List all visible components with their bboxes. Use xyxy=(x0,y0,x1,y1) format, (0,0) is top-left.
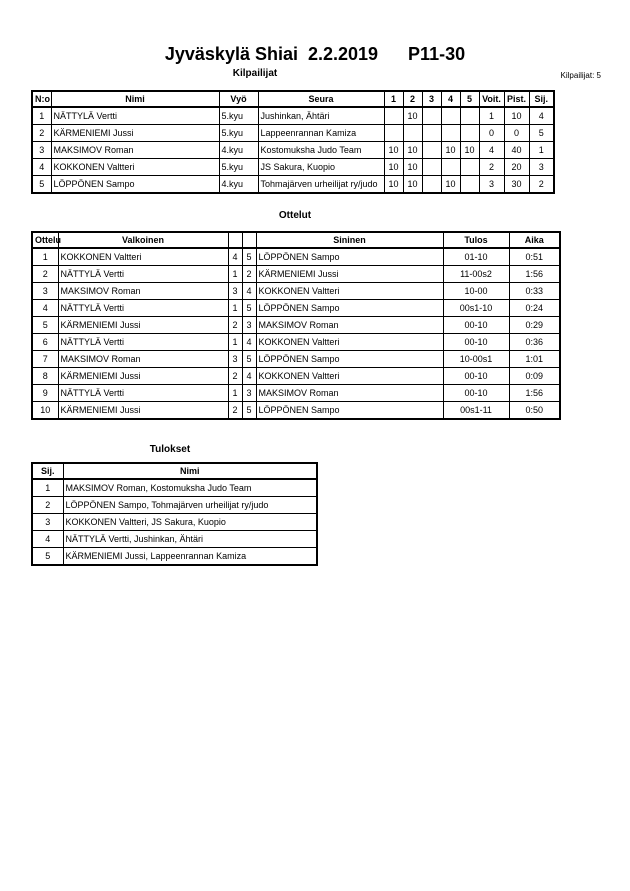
competitors-cell xyxy=(422,176,441,194)
matches-cell: 1:56 xyxy=(509,266,560,283)
competitors-cell: 10 xyxy=(384,142,403,159)
matches-cell: 2 xyxy=(242,266,256,283)
matches-cell: 3 xyxy=(228,283,242,300)
matches-cell: 3 xyxy=(242,385,256,402)
competitors-cell: 10 xyxy=(384,159,403,176)
matches-cell: 4 xyxy=(242,368,256,385)
table-row xyxy=(32,159,554,176)
matches-cell: 4 xyxy=(242,283,256,300)
matches-cell: 5 xyxy=(32,317,58,334)
competitors-heading: Kilpailijat xyxy=(232,68,278,79)
matches-cell: KÄRMENIEMI Jussi xyxy=(58,317,228,334)
table-row xyxy=(32,300,560,317)
table-row xyxy=(32,107,554,125)
table-row xyxy=(32,125,554,142)
competitors-cell xyxy=(422,125,441,142)
competitors-cell xyxy=(460,159,479,176)
competitors-cell: 2 xyxy=(32,125,51,142)
matches-cell: LÖPPÖNEN Sampo xyxy=(256,300,443,317)
competitors-cell xyxy=(460,176,479,194)
competitors-cell xyxy=(441,159,460,176)
matches-cell: 3 xyxy=(32,283,58,300)
matches-header-cell: Aika xyxy=(509,232,560,248)
competitors-cell: 10 xyxy=(403,159,422,176)
table-row xyxy=(32,351,560,368)
results-heading: Tulokset xyxy=(149,444,191,455)
competitors-cell xyxy=(441,107,460,125)
competitors-cell xyxy=(384,125,403,142)
competitors-cell: JS Sakura, Kuopio xyxy=(258,159,384,176)
competitors-cell: MAKSIMOV Roman xyxy=(51,142,219,159)
table-row xyxy=(32,548,317,566)
matches-cell: 00-10 xyxy=(443,368,509,385)
results-cell: KOKKONEN Valtteri, JS Sakura, Kuopio xyxy=(63,514,317,531)
competitors-header-cell: 3 xyxy=(422,91,441,107)
matches-cell: 1 xyxy=(228,300,242,317)
matches-header-cell: Tulos xyxy=(443,232,509,248)
competitors-header-cell: N:o xyxy=(32,91,51,107)
competitors-cell: 10 xyxy=(403,176,422,194)
competitors-cell: 10 xyxy=(441,142,460,159)
results-header-cell: Nimi xyxy=(63,463,317,479)
matches-cell: 5 xyxy=(242,351,256,368)
competitors-header-cell: 1 xyxy=(384,91,403,107)
competitors-cell: 10 xyxy=(403,142,422,159)
competitors-cell: 30 xyxy=(504,176,529,194)
matches-cell: 1 xyxy=(228,385,242,402)
competitors-cell: 5.kyu xyxy=(219,125,258,142)
matches-cell: 0:33 xyxy=(509,283,560,300)
results-header-cell: Sij. xyxy=(32,463,63,479)
matches-table xyxy=(31,231,561,420)
results-cell: MAKSIMOV Roman, Kostomuksha Judo Team xyxy=(63,479,317,497)
competitors-cell: 10 xyxy=(403,107,422,125)
table-row xyxy=(32,514,317,531)
competitors-cell: 5 xyxy=(529,125,554,142)
competitors-cell: 2 xyxy=(529,176,554,194)
competitors-cell: 0 xyxy=(504,125,529,142)
matches-cell: 1 xyxy=(32,248,58,266)
matches-cell: 00-10 xyxy=(443,317,509,334)
matches-cell: 0:24 xyxy=(509,300,560,317)
competitors-cell: 4 xyxy=(32,159,51,176)
competitors-cell xyxy=(422,107,441,125)
matches-cell: 00s1-11 xyxy=(443,402,509,420)
competitors-header-cell: Seura xyxy=(258,91,384,107)
matches-cell: 6 xyxy=(32,334,58,351)
competitors-cell xyxy=(460,107,479,125)
matches-header-cell: Valkoinen xyxy=(58,232,228,248)
matches-cell: 10-00 xyxy=(443,283,509,300)
competitors-cell: 2 xyxy=(479,159,504,176)
matches-cell: 1 xyxy=(228,334,242,351)
competitors-cell: 10 xyxy=(441,176,460,194)
matches-cell: 3 xyxy=(228,351,242,368)
competitors-cell xyxy=(384,107,403,125)
competitors-header-cell: Vyö xyxy=(219,91,258,107)
competitors-cell: 5.kyu xyxy=(219,107,258,125)
matches-cell: KOKKONEN Valtteri xyxy=(256,334,443,351)
competitors-cell: 3 xyxy=(529,159,554,176)
competitor-count: Kilpailijat: 5 xyxy=(560,71,601,80)
matches-cell: 8 xyxy=(32,368,58,385)
matches-cell: 7 xyxy=(32,351,58,368)
competitors-cell: 5 xyxy=(32,176,51,194)
competitors-cell xyxy=(403,125,422,142)
matches-cell: 0:29 xyxy=(509,317,560,334)
competitors-cell: Kostomuksha Judo Team xyxy=(258,142,384,159)
competitors-cell: 4.kyu xyxy=(219,176,258,194)
competitors-header-cell: 4 xyxy=(441,91,460,107)
matches-cell: 4 xyxy=(242,334,256,351)
matches-cell: 5 xyxy=(242,402,256,420)
competitors-header-cell: 2 xyxy=(403,91,422,107)
results-table xyxy=(31,462,318,566)
matches-cell: NÄTTYLÄ Vertti xyxy=(58,266,228,283)
matches-cell: MAKSIMOV Roman xyxy=(256,317,443,334)
matches-cell: LÖPPÖNEN Sampo xyxy=(256,351,443,368)
matches-cell: 2 xyxy=(228,368,242,385)
matches-cell: LÖPPÖNEN Sampo xyxy=(256,402,443,420)
matches-heading: Ottelut xyxy=(278,210,312,221)
matches-cell: 2 xyxy=(32,266,58,283)
matches-cell: KÄRMENIEMI Jussi xyxy=(58,402,228,420)
competitors-cell: 3 xyxy=(479,176,504,194)
table-row xyxy=(32,283,560,300)
competitors-cell xyxy=(422,142,441,159)
competitors-cell: 40 xyxy=(504,142,529,159)
matches-cell: 4 xyxy=(32,300,58,317)
results-cell: 1 xyxy=(32,479,63,497)
matches-cell: KÄRMENIEMI Jussi xyxy=(58,368,228,385)
results-cell: LÖPPÖNEN Sampo, Tohmajärven urheilijat ry/judo xyxy=(63,497,317,514)
table-row xyxy=(32,334,560,351)
matches-cell: 1:56 xyxy=(509,385,560,402)
matches-cell: 5 xyxy=(242,300,256,317)
table-row xyxy=(32,497,317,514)
competitors-cell: 5.kyu xyxy=(219,159,258,176)
table-row xyxy=(32,317,560,334)
table-row xyxy=(32,531,317,548)
matches-cell: 0:09 xyxy=(509,368,560,385)
competitors-cell: 1 xyxy=(32,107,51,125)
matches-cell: 10 xyxy=(32,402,58,420)
matches-cell: 0:51 xyxy=(509,248,560,266)
competitors-header-cell: Pist. xyxy=(504,91,529,107)
results-cell: 2 xyxy=(32,497,63,514)
results-cell: 5 xyxy=(32,548,63,566)
competitors-cell xyxy=(422,159,441,176)
competitors-cell: 3 xyxy=(32,142,51,159)
competitors-cell: Tohmajärven urheilijat ry/judo xyxy=(258,176,384,194)
matches-header-row xyxy=(32,232,560,248)
competitors-cell: Lappeenrannan Kamiza xyxy=(258,125,384,142)
matches-cell: 01-10 xyxy=(443,248,509,266)
matches-cell: MAKSIMOV Roman xyxy=(256,385,443,402)
competitors-cell: 1 xyxy=(479,107,504,125)
competitors-table xyxy=(31,90,555,194)
matches-cell: KOKKONEN Valtteri xyxy=(256,283,443,300)
competitors-cell: 10 xyxy=(384,176,403,194)
competitors-cell: Jushinkan, Ähtäri xyxy=(258,107,384,125)
matches-cell: 00s1-10 xyxy=(443,300,509,317)
competitors-cell: 10 xyxy=(504,107,529,125)
results-cell: 4 xyxy=(32,531,63,548)
results-cell: 3 xyxy=(32,514,63,531)
competitors-header-cell: Sij. xyxy=(529,91,554,107)
matches-cell: LÖPPÖNEN Sampo xyxy=(256,248,443,266)
competitors-header-row xyxy=(32,91,554,107)
competitors-cell: KÄRMENIEMI Jussi xyxy=(51,125,219,142)
competitors-cell: KOKKONEN Valtteri xyxy=(51,159,219,176)
competitors-cell: 4.kyu xyxy=(219,142,258,159)
table-row xyxy=(32,402,560,420)
matches-cell: 00-10 xyxy=(443,385,509,402)
matches-cell: MAKSIMOV Roman xyxy=(58,351,228,368)
table-row xyxy=(32,479,317,497)
competitors-cell: 1 xyxy=(529,142,554,159)
matches-cell: 1:01 xyxy=(509,351,560,368)
competitors-header-cell: 5 xyxy=(460,91,479,107)
competitors-cell: 4 xyxy=(479,142,504,159)
matches-cell: 2 xyxy=(228,317,242,334)
matches-cell: NÄTTYLÄ Vertti xyxy=(58,385,228,402)
competitors-cell: 20 xyxy=(504,159,529,176)
matches-header-cell: Ottelu xyxy=(32,232,58,248)
results-cell: NÄTTYLÄ Vertti, Jushinkan, Ähtäri xyxy=(63,531,317,548)
matches-header-cell xyxy=(242,232,256,248)
matches-cell: 0:36 xyxy=(509,334,560,351)
matches-cell: 5 xyxy=(242,248,256,266)
table-row xyxy=(32,142,554,159)
matches-cell: KOKKONEN Valtteri xyxy=(58,248,228,266)
competitors-cell xyxy=(441,125,460,142)
results-cell: KÄRMENIEMI Jussi, Lappeenrannan Kamiza xyxy=(63,548,317,566)
matches-cell: 9 xyxy=(32,385,58,402)
matches-header-cell: Sininen xyxy=(256,232,443,248)
matches-cell: 4 xyxy=(228,248,242,266)
matches-cell: 0:50 xyxy=(509,402,560,420)
table-row xyxy=(32,266,560,283)
competitors-header-cell: Voit. xyxy=(479,91,504,107)
matches-cell: 2 xyxy=(228,402,242,420)
matches-cell: KOKKONEN Valtteri xyxy=(256,368,443,385)
matches-cell: MAKSIMOV Roman xyxy=(58,283,228,300)
competitors-cell xyxy=(460,125,479,142)
matches-cell: KÄRMENIEMI Jussi xyxy=(256,266,443,283)
matches-cell: NÄTTYLÄ Vertti xyxy=(58,334,228,351)
competitors-cell: 10 xyxy=(460,142,479,159)
matches-cell: 10-00s1 xyxy=(443,351,509,368)
table-row xyxy=(32,176,554,194)
competitors-cell: NÄTTYLÄ Vertti xyxy=(51,107,219,125)
competitors-header-cell: Nimi xyxy=(51,91,219,107)
table-row xyxy=(32,248,560,266)
matches-cell: 00-10 xyxy=(443,334,509,351)
matches-cell: 3 xyxy=(242,317,256,334)
matches-header-cell xyxy=(228,232,242,248)
table-row xyxy=(32,368,560,385)
matches-cell: NÄTTYLÄ Vertti xyxy=(58,300,228,317)
competitors-cell: 0 xyxy=(479,125,504,142)
results-header-row xyxy=(32,463,317,479)
matches-cell: 11-00s2 xyxy=(443,266,509,283)
competitors-cell: 4 xyxy=(529,107,554,125)
page-title: Jyväskylä Shiai 2.2.2019 P11-30 xyxy=(164,44,466,64)
table-row xyxy=(32,385,560,402)
competitors-cell: LÖPPÖNEN Sampo xyxy=(51,176,219,194)
matches-cell: 1 xyxy=(228,266,242,283)
